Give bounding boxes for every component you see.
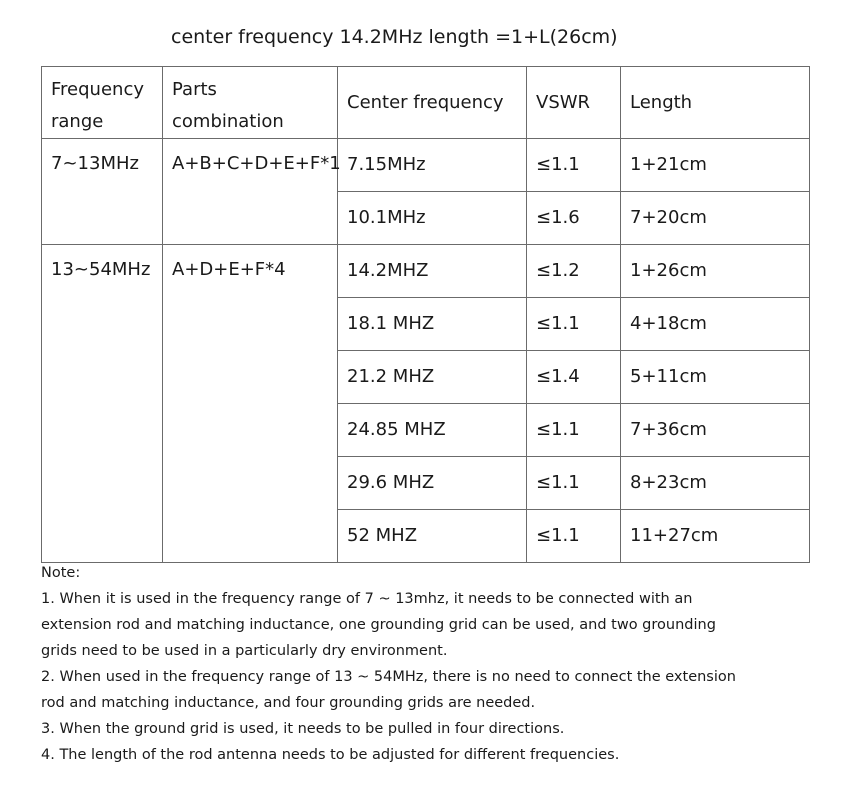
notes-section — [41, 560, 831, 768]
vswr-cell: ≤1.1 — [527, 510, 621, 563]
note-line: 2. When used in the frequency range of 13 ~ 54MHz, there is no need to connect the extension — [41, 669, 736, 685]
table-row — [42, 139, 810, 192]
notes-heading: Note: — [41, 565, 81, 581]
header-vswr: VSWR — [527, 67, 621, 139]
length-cell: 1+21cm — [621, 139, 810, 192]
length-cell: 8+23cm — [621, 457, 810, 510]
note-line: extension rod and matching inductance, one grounding grid can be used, and two grounding — [41, 617, 716, 633]
note-line: rod and matching inductance, and four grounding grids are needed. — [41, 695, 536, 711]
freq-cell: 21.2 MHZ — [338, 351, 527, 404]
length-cell: 11+27cm — [621, 510, 810, 563]
vswr-cell: ≤1.4 — [527, 351, 621, 404]
length-cell: 7+20cm — [621, 192, 810, 245]
table-header-row — [42, 67, 810, 139]
page-title: center frequency 14.2MHz length =1+L(26cm) — [171, 26, 618, 48]
vswr-cell: ≤1.1 — [527, 404, 621, 457]
range-cell: 13~54MHz — [42, 245, 163, 563]
header-parts-combination: Parts combination — [163, 67, 338, 139]
freq-cell: 24.85 MHZ — [338, 404, 527, 457]
length-cell: 4+18cm — [621, 298, 810, 351]
vswr-cell: ≤1.2 — [527, 245, 621, 298]
vswr-cell: ≤1.1 — [527, 298, 621, 351]
length-cell: 1+26cm — [621, 245, 810, 298]
range-cell: 7~13MHz — [42, 139, 163, 245]
freq-cell: 14.2MHZ — [338, 245, 527, 298]
header-length: Length — [621, 67, 810, 139]
length-cell: 5+11cm — [621, 351, 810, 404]
header-center-frequency: Center frequency — [338, 67, 527, 139]
freq-cell: 29.6 MHZ — [338, 457, 527, 510]
note-line: 3. When the ground grid is used, it needs to be pulled in four directions. — [41, 721, 565, 737]
vswr-cell: ≤1.6 — [527, 192, 621, 245]
note-line: 4. The length of the rod antenna needs to be adjusted for different frequencies. — [41, 747, 620, 763]
note-line: grids need to be used in a particularly dry environment. — [41, 643, 448, 659]
frequency-table — [41, 66, 810, 563]
note-line: 1. When it is used in the frequency range of 7 ~ 13mhz, it needs to be connected with an — [41, 591, 693, 607]
header-frequency-range: Frequency range — [42, 67, 163, 139]
table-row — [42, 245, 810, 298]
parts-cell: A+B+C+D+E+F*1 — [163, 139, 338, 245]
vswr-cell: ≤1.1 — [527, 139, 621, 192]
freq-cell: 18.1 MHZ — [338, 298, 527, 351]
freq-cell: 52 MHZ — [338, 510, 527, 563]
freq-cell: 7.15MHz — [338, 139, 527, 192]
vswr-cell: ≤1.1 — [527, 457, 621, 510]
length-cell: 7+36cm — [621, 404, 810, 457]
freq-cell: 10.1MHz — [338, 192, 527, 245]
parts-cell: A+D+E+F*4 — [163, 245, 338, 563]
